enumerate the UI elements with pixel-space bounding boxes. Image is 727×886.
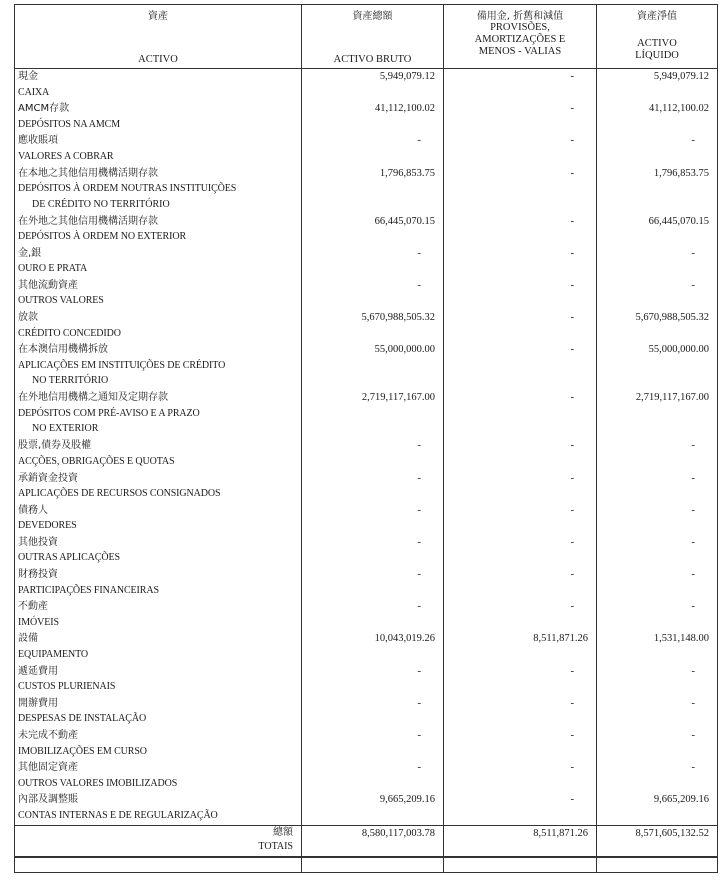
row-provisoes: - (444, 246, 597, 278)
row-label (15, 696, 302, 728)
row-activo-bruto: 2,719,117,167.00 (302, 390, 444, 438)
row-label-pt: VALORES A COBRAR (18, 150, 114, 162)
row-label-zh: 其他固定資產 (18, 762, 78, 774)
row-label (15, 438, 302, 470)
row-activo-liquido: - (597, 535, 718, 567)
row-provisoes: - (444, 166, 597, 214)
row-activo-bruto: - (302, 567, 444, 599)
row-activo-bruto: - (302, 728, 444, 760)
row-label-pt-continued: NO TERRITÓRIO (32, 375, 109, 387)
row-label-zh: 遞延費用 (18, 665, 58, 677)
row-provisoes: - (444, 503, 597, 535)
row-label (15, 310, 302, 342)
row-activo-liquido: 66,445,070.15 (597, 214, 718, 246)
end-cell-1 (15, 857, 302, 873)
table-row (15, 471, 718, 503)
table-row (15, 246, 718, 278)
row-provisoes: - (444, 69, 597, 102)
table-row (15, 728, 718, 760)
table-header-row (15, 5, 718, 69)
row-provisoes: - (444, 567, 597, 599)
table-row (15, 503, 718, 535)
row-label-zh: 設備 (18, 633, 38, 645)
row-label (15, 214, 302, 246)
row-provisoes: - (444, 438, 597, 470)
balance-sheet-assets (14, 4, 717, 878)
row-label-pt: DEPÓSITOS NA AMCM (18, 118, 121, 130)
row-activo-bruto: - (302, 760, 444, 792)
table-row (15, 438, 718, 470)
row-provisoes: - (444, 214, 597, 246)
header-bruto-zh: 資產總額 (352, 11, 393, 22)
totals-label-pt: TOTAIS (258, 840, 293, 852)
row-label-zh: 未完成不動產 (18, 730, 78, 741)
row-label-pt: IMOBILIZAÇÕES EM CURSO (18, 745, 147, 757)
header-bruto-pt: ACTIVO BRUTO (333, 54, 412, 65)
row-label (15, 133, 302, 165)
table-row (15, 69, 718, 102)
row-label (15, 101, 302, 133)
row-label-pt: APLICAÇÕES EM INSTITUIÇÕES DE CRÉDITO (18, 359, 226, 371)
row-label-pt: OUTROS VALORES (18, 295, 104, 307)
row-label-zh: 其他流動資產 (18, 279, 78, 291)
row-label (15, 599, 302, 631)
row-provisoes: - (444, 792, 597, 825)
row-label (15, 503, 302, 535)
row-activo-liquido: - (597, 471, 718, 503)
row-label (15, 390, 302, 438)
totals-provisoes: 8,511,871.26 (444, 825, 597, 857)
row-label (15, 631, 302, 663)
assets-table (14, 4, 718, 873)
row-label-pt: OUTRAS APLICAÇÕES (18, 552, 120, 564)
row-label-zh: 在本澳信用機構拆放 (18, 344, 108, 356)
totals-label-zh: 總額 (273, 826, 293, 838)
row-label-pt: CONTAS INTERNAS E DE REGULARIZAÇÃO (18, 809, 218, 821)
row-activo-bruto: - (302, 503, 444, 535)
row-label-zh: 不動產 (18, 601, 48, 613)
table-row (15, 567, 718, 599)
header-liquido-zh: 資產淨值 (637, 11, 677, 22)
row-activo-bruto: 5,670,988,505.32 (302, 310, 444, 342)
row-label-pt: OURO E PRATA (18, 263, 88, 275)
row-provisoes: - (444, 101, 597, 133)
totals-bruto: 8,580,117,003.78 (302, 825, 444, 857)
row-provisoes: - (444, 664, 597, 696)
table-row (15, 760, 718, 792)
row-provisoes: - (444, 728, 597, 760)
row-label (15, 728, 302, 760)
row-label-pt: APLICAÇÕES DE RECURSOS CONSIGNADOS (18, 488, 221, 499)
row-activo-bruto: - (302, 471, 444, 503)
table-row (15, 342, 718, 390)
end-cell-2 (302, 857, 444, 873)
header-activo (15, 5, 302, 69)
header-liquido-pt1: ACTIVO (637, 38, 677, 49)
row-label-pt: DEPÓSITOS À ORDEM NO EXTERIOR (18, 231, 187, 243)
table-row (15, 599, 718, 631)
row-provisoes: - (444, 599, 597, 631)
row-activo-liquido: - (597, 278, 718, 310)
table-row (15, 664, 718, 696)
table-row (15, 278, 718, 310)
row-provisoes: - (444, 390, 597, 438)
row-label (15, 567, 302, 599)
row-provisoes: - (444, 342, 597, 390)
row-label-pt: OUTROS VALORES IMOBILIZADOS (18, 777, 178, 789)
row-activo-liquido: 41,112,100.02 (597, 101, 718, 133)
row-activo-bruto: 1,796,853.75 (302, 166, 444, 214)
header-provisoes-zh: 備用金, 折舊和減值 (476, 11, 564, 22)
row-label (15, 166, 302, 214)
end-cell-4 (597, 857, 718, 873)
row-activo-bruto: - (302, 664, 444, 696)
row-activo-liquido: 2,719,117,167.00 (597, 390, 718, 438)
row-label-pt: EQUIPAMENTO (18, 648, 89, 660)
row-activo-bruto: - (302, 278, 444, 310)
row-label-zh: 金,銀 (18, 247, 42, 259)
row-provisoes: 8,511,871.26 (444, 631, 597, 663)
header-provisoes-pt2: AMORTIZAÇÕES E (474, 34, 566, 45)
row-label-zh: AMCM存款 (18, 103, 70, 115)
row-activo-bruto: 5,949,079.12 (302, 69, 444, 102)
row-label-pt: CRÉDITO CONCEDIDO (18, 327, 121, 339)
row-activo-liquido: 1,531,148.00 (597, 631, 718, 663)
row-label (15, 760, 302, 792)
row-label-zh: 現金 (18, 71, 38, 82)
row-label-zh: 股票,債券及股權 (18, 440, 92, 452)
table-row (15, 390, 718, 438)
row-activo-bruto: - (302, 246, 444, 278)
row-activo-liquido: - (597, 438, 718, 470)
header-activo-zh: 資產 (148, 11, 168, 22)
row-label-zh: 在本地之其他信用機構活期存款 (18, 167, 158, 179)
row-activo-liquido: 5,670,988,505.32 (597, 310, 718, 342)
totals-liquido: 8,571,605,132.52 (597, 825, 718, 857)
row-provisoes: - (444, 278, 597, 310)
row-activo-bruto: 55,000,000.00 (302, 342, 444, 390)
row-activo-liquido: - (597, 133, 718, 165)
row-activo-liquido: - (597, 728, 718, 760)
row-label-pt: DEPÓSITOS COM PRÉ-AVISO E A PRAZO (18, 407, 200, 419)
table-row (15, 310, 718, 342)
row-label (15, 471, 302, 503)
row-label-zh: 放款 (18, 312, 38, 324)
header-activo-bruto (302, 5, 444, 69)
header-activo-pt: ACTIVO (138, 54, 178, 65)
row-activo-bruto: 66,445,070.15 (302, 214, 444, 246)
row-provisoes: - (444, 310, 597, 342)
row-activo-bruto: - (302, 133, 444, 165)
table-row (15, 792, 718, 825)
row-label-pt: DESPESAS DE INSTALAÇÃO (18, 713, 147, 725)
row-label-pt: IMÓVEIS (18, 616, 59, 628)
row-label (15, 664, 302, 696)
row-activo-bruto: 10,043,019.26 (302, 631, 444, 663)
row-activo-liquido: 55,000,000.00 (597, 342, 718, 390)
row-provisoes: - (444, 133, 597, 165)
row-label-zh: 在外地信用機構之通知及定期存款 (18, 392, 168, 404)
table-row (15, 535, 718, 567)
row-provisoes: - (444, 471, 597, 503)
row-label-zh: 債務人 (18, 504, 48, 516)
row-label-zh: 在外地之其他信用機構活期存款 (18, 215, 158, 227)
header-provisoes (444, 5, 597, 69)
row-label (15, 278, 302, 310)
row-label-pt: ACÇÕES, OBRIGAÇÕES E QUOTAS (18, 455, 175, 467)
end-cell-3 (444, 857, 597, 873)
row-label-zh: 其他投資 (18, 536, 58, 548)
row-label-pt-continued: NO EXTERIOR (32, 423, 99, 435)
row-activo-liquido: - (597, 599, 718, 631)
row-label-zh: 承銷資金投資 (18, 472, 78, 484)
row-label-pt-continued: DE CRÉDITO NO TERRITÓRIO (32, 198, 170, 210)
row-provisoes: - (444, 535, 597, 567)
row-label (15, 69, 302, 102)
row-activo-bruto: - (302, 599, 444, 631)
row-label-zh: 開辦費用 (18, 697, 58, 709)
row-label (15, 535, 302, 567)
row-label (15, 792, 302, 825)
row-activo-liquido: 1,796,853.75 (597, 166, 718, 214)
totals-row (15, 825, 718, 857)
table-row (15, 214, 718, 246)
row-activo-bruto: - (302, 438, 444, 470)
table-row (15, 133, 718, 165)
row-label-zh: 財務投資 (18, 569, 58, 581)
row-activo-liquido: - (597, 246, 718, 278)
row-label-pt: DEVEDORES (18, 520, 77, 532)
header-liquido-pt2: LÍQUIDO (635, 50, 679, 61)
table-row (15, 101, 718, 133)
table-row (15, 631, 718, 663)
totals-label (15, 825, 302, 857)
table-end-rule (15, 857, 718, 873)
table-body (15, 69, 718, 826)
row-label-pt: DEPÓSITOS À ORDEM NOUTRAS INSTITUIÇÕES (18, 183, 237, 195)
row-activo-liquido: - (597, 760, 718, 792)
row-label-zh: 應收賬項 (18, 135, 58, 147)
row-activo-liquido: 5,949,079.12 (597, 69, 718, 102)
row-provisoes: - (444, 760, 597, 792)
table-row (15, 696, 718, 728)
row-activo-liquido: 9,665,209.16 (597, 792, 718, 825)
row-label (15, 342, 302, 390)
row-activo-bruto: - (302, 535, 444, 567)
row-label-pt: PARTICIPAÇÕES FINANCEIRAS (18, 584, 159, 596)
row-activo-bruto: 9,665,209.16 (302, 792, 444, 825)
row-provisoes: - (444, 696, 597, 728)
table-row (15, 166, 718, 214)
row-label (15, 246, 302, 278)
header-provisoes-pt3: MENOS - VALIAS (478, 46, 562, 57)
row-label-pt: CUSTOS PLURIENAIS (18, 681, 116, 693)
header-provisoes-pt1: PROVISÕES, (490, 22, 550, 33)
row-activo-liquido: - (597, 664, 718, 696)
row-label-pt: CAIXA (18, 86, 50, 98)
row-activo-bruto: 41,112,100.02 (302, 101, 444, 133)
row-activo-liquido: - (597, 567, 718, 599)
header-activo-liquido (597, 5, 718, 69)
row-activo-liquido: - (597, 696, 718, 728)
row-activo-bruto: - (302, 696, 444, 728)
row-activo-liquido: - (597, 503, 718, 535)
row-label-zh: 內部及調整賬 (18, 794, 78, 806)
